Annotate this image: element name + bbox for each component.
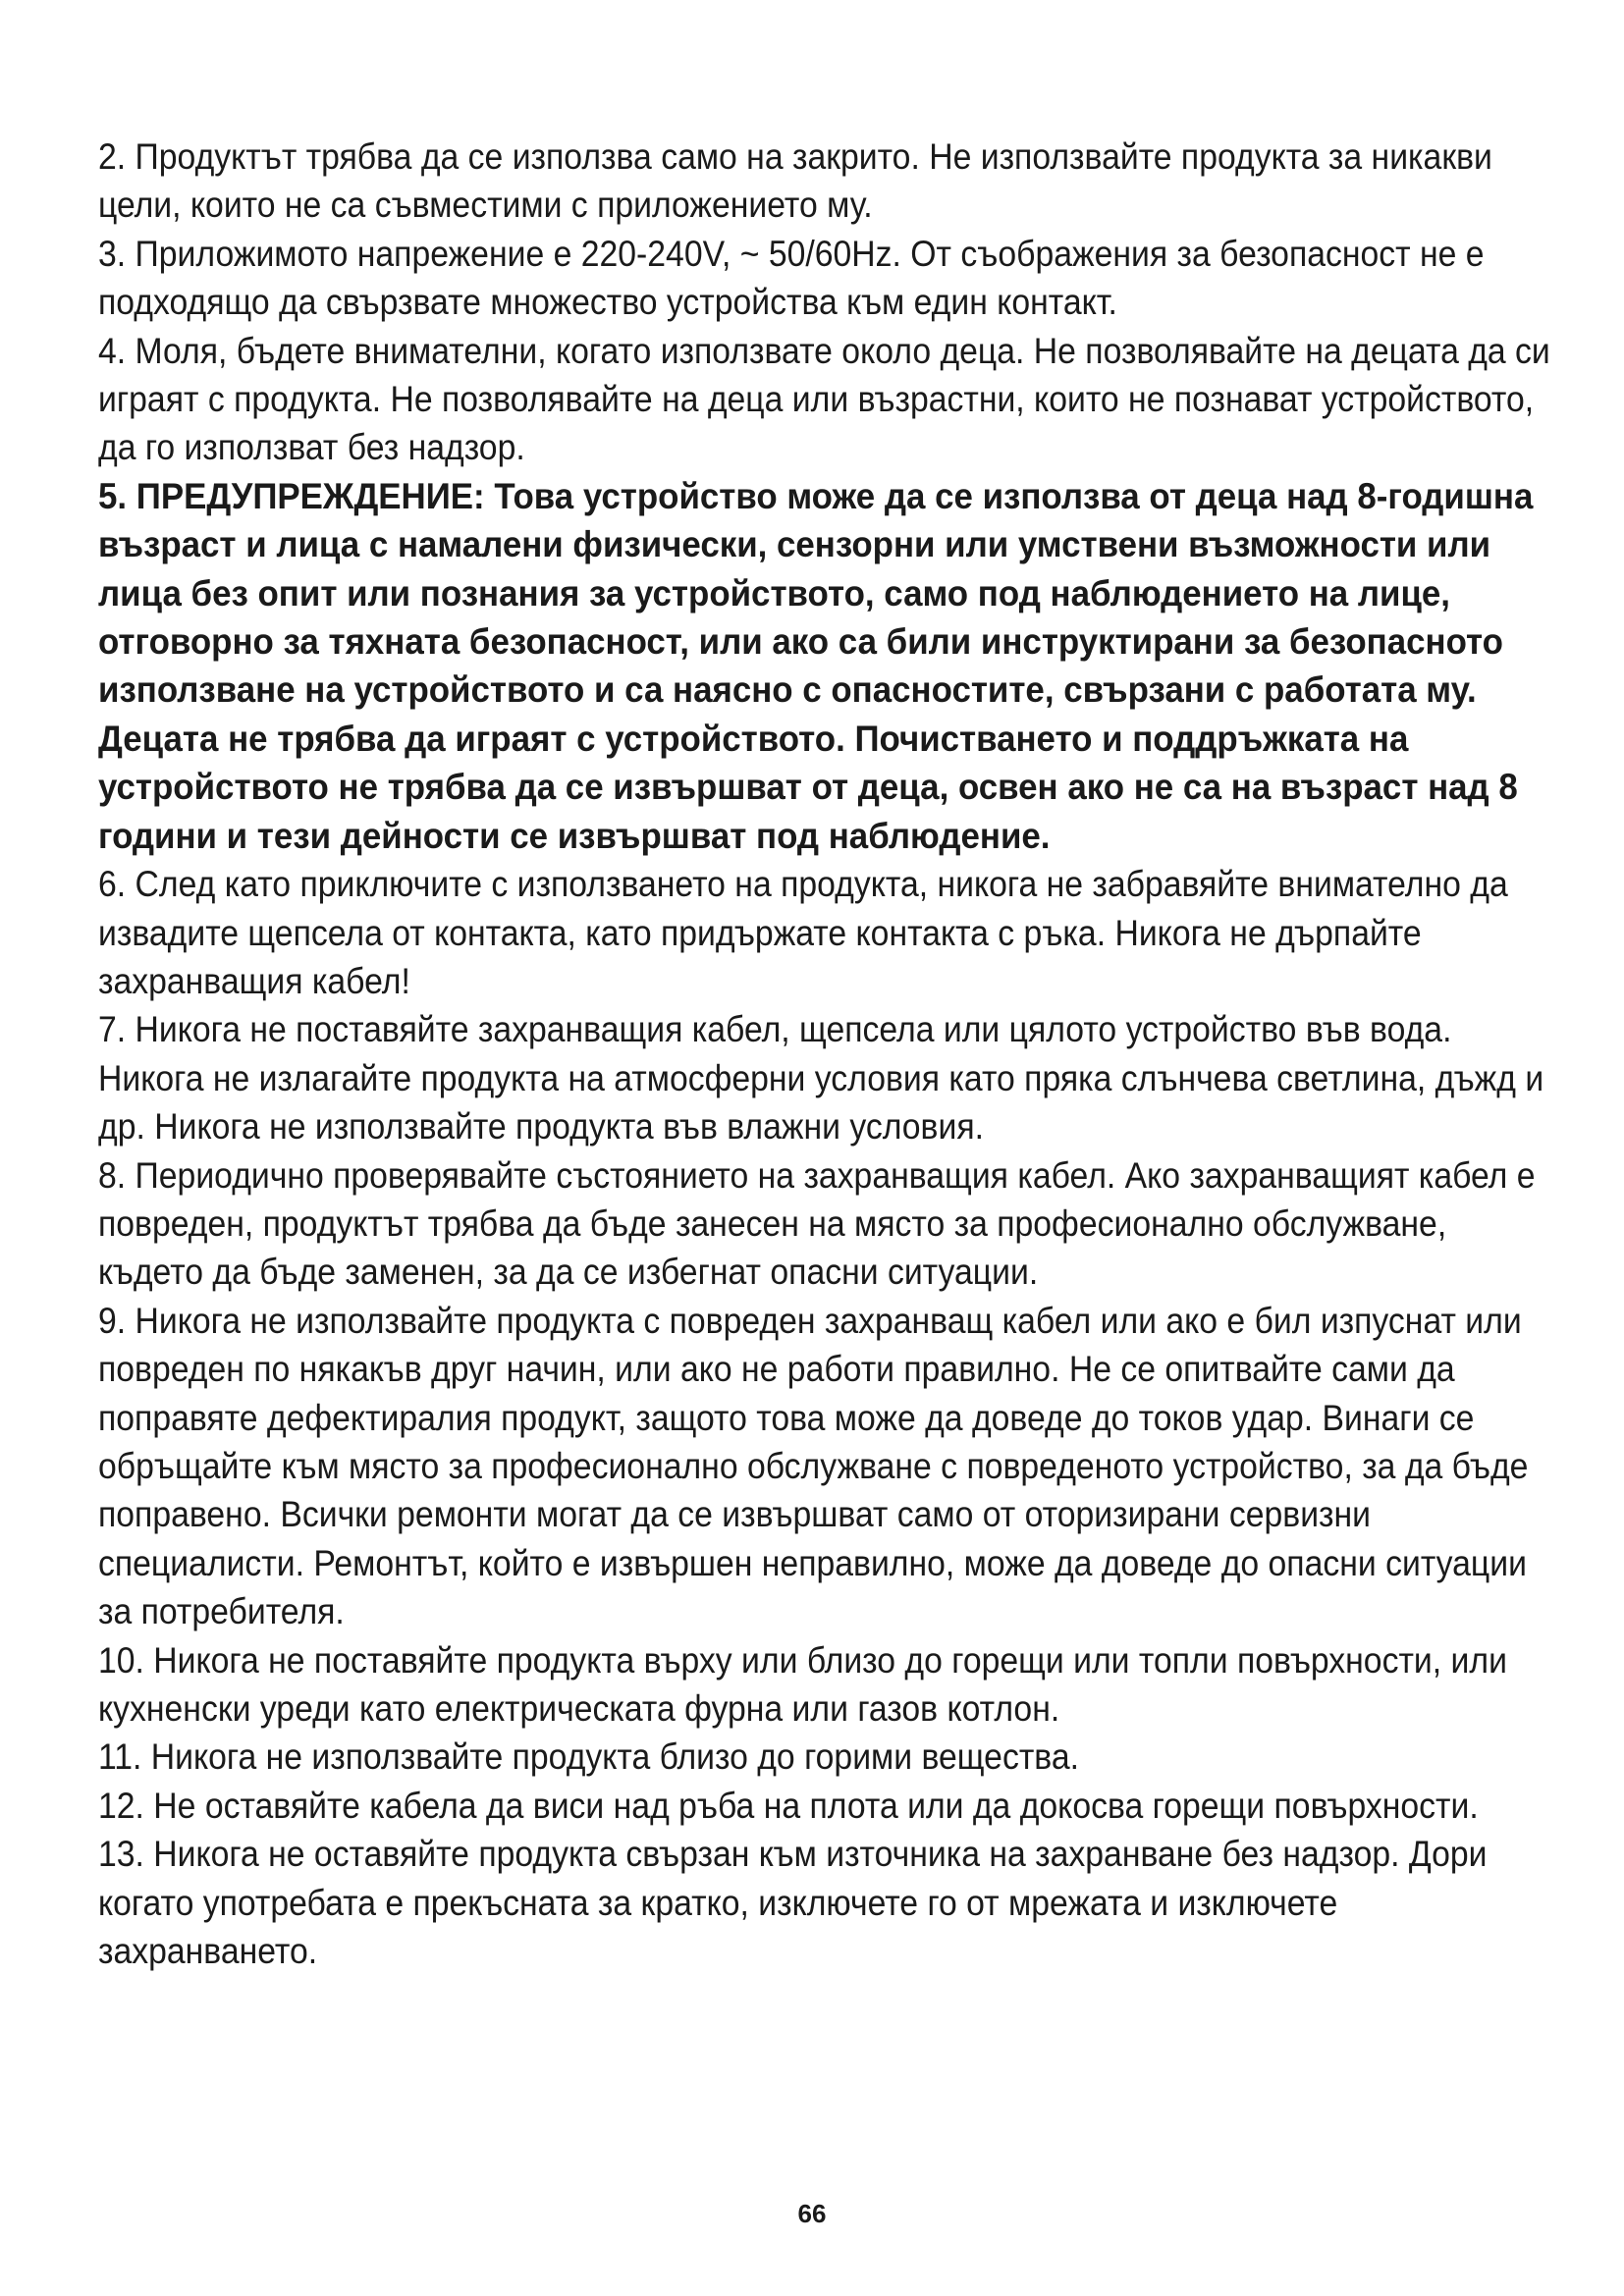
paragraph-2: 2. Продуктът трябва да се използва само на закрито. Не използвайте продукта за никакви цели, които не са съвместими с приложението му. — [98, 135, 1492, 226]
paragraph-8: 8. Периодично проверявайте състоянието на захранващия кабел. Ако захранващият кабел е повреден, продуктът трябва да бъде занесен на място за професионално обслужване, където да бъде заменен, за да се избегнат опасни ситуации. — [98, 1153, 1536, 1293]
paragraph-6: 6. След като приключите с използването на продукта, никога не забравяйте внимателно да извадите щепсела от контакта, като придържате контакта с ръка. Никога не дърпайте захранващия кабел! — [98, 863, 1508, 1001]
paragraph-7: 7. Никога не поставяйте захранващия кабел, щепсела или цялото устройство във вода. Никога не излагайте продукта на атмосферни условия като пряка слънчева светлина, дъжд и др. Никога не използвайте продукта във влажни условия. — [98, 1008, 1544, 1148]
paragraph-13: 13. Никога не оставяйте продукта свързан към източника на захранване без надзор. Дори когато употребата е прекъсната за кратко, изключете го от мрежата и изключете захранването. — [98, 1833, 1488, 1972]
paragraph-9: 9. Никога не използвайте продукта с повреден захранващ кабел или ако е бил изпуснат или повреден по някакъв друг начин, или ако не работи правилно. Не се опитвайте сами да поправяте дефектиралия продукт, защото това може да доведе до токов удар. Винаги се обръщайте към място за професионално обслужване с повреденото устройство, за да бъде поправено. Всички ремонти могат да се извършват само от оторизирани сервизни специалисти. Ремонтът, който е извършен неправилно, може да доведе до опасни ситуации за потребителя. — [98, 1299, 1529, 1632]
paragraph-3: 3. Приложимото напрежение е 220-240V, ~ 50/60Hz. От съображения за безопасност не е подходящо да свързвате множество устройства към един контакт. — [98, 232, 1485, 323]
paragraph-5-warning: 5. ПРЕДУПРЕЖДЕНИЕ: Това устройство може да се използва от деца над 8-годишна възраст и лица с намалени физически, сензорни или умствени възможности или лица без опит или познания за устройството, само под наблюдението на лице, отговорно за тяхната безопасност, или ако са били инструктирани за безопасното използване на устройството и са наясно с опасностите, свързани с работата му. Децата не трябва да играят с устройството. Почистването и поддръжката на устройството не трябва да се извършват от деца, освен ако не са на възраст над 8 години и тези дейности се извършват под наблюдение. — [98, 474, 1534, 856]
paragraph-10: 10. Никога не поставяйте продукта върху или близо до горещи или топли повърхности, или кухненски уреди като електрическата фурна или газов котлон. — [98, 1638, 1507, 1729]
paragraph-4: 4. Моля, бъдете внимателни, когато използвате около деца. Не позволявайте на децата да си играят с продукта. Не позволявайте на деца или възрастни, които не познават устройството, да го използват без надзор. — [98, 329, 1550, 468]
paragraph-12: 12. Не оставяйте кабела да виси над ръба на плота или да докосва горещи повърхности. — [98, 1784, 1479, 1826]
page-number: 66 — [797, 2199, 827, 2228]
document-body — [98, 133, 1561, 1975]
paragraph-11: 11. Никога не използвайте продукта близо до горими вещества. — [98, 1735, 1079, 1778]
